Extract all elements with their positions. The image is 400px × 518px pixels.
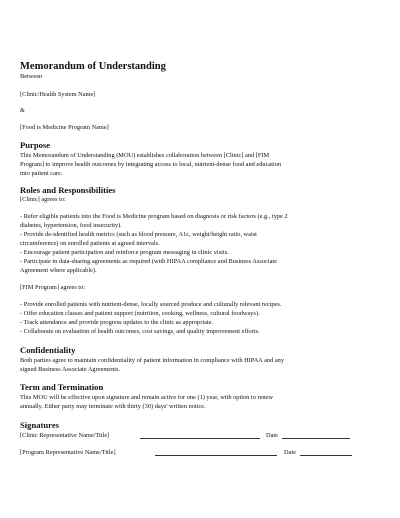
clinic-duty-line: diabetes, hypertension, food insecurity).: [20, 222, 122, 229]
fim-duty-line: - Collaborate on evaluation of health outcomes, cost savings, and quality improvement efforts.: [20, 328, 260, 335]
roles-heading: Roles and Responsibilities: [20, 185, 116, 195]
clinic-duty-line: circumference) on enrolled patients at agreed intervals.: [20, 240, 160, 247]
program-signature-line[interactable]: [155, 455, 277, 456]
party-clinic: [Clinic/Health System Name]: [20, 91, 96, 98]
clinic-duty-line: - Refer eligible patients into the Food is Medicine program based on diagnosis or risk factors (e.g., type 2: [20, 213, 288, 220]
clinic-duty-line: - Provide de-identified health metrics (such as blood pressure, A1c, weight/height ratio, waist: [20, 231, 257, 238]
confidentiality-heading: Confidentiality: [20, 345, 76, 355]
purpose-line: This Memorandum of Understanding (MOU) establishes collaboration between [Clinic] and [FIM: [20, 152, 270, 159]
party-program: [Food is Medicine Program Name]: [20, 124, 109, 131]
purpose-line: Program] to improve health outcomes by integrating access to local, nutrient-dense food and education: [20, 161, 282, 168]
confidentiality-line: Both parties agree to maintain confidentiality of patient information in compliance with HIPAA and any: [20, 357, 285, 364]
clinic-duty-line: - Participate in data-sharing agreements as required (with HIPAA compliance and Business Associate: [20, 258, 277, 265]
program-date-line[interactable]: [300, 455, 352, 456]
fim-duty-line: - Offer education classes and patient support (nutrition, cooking, wellness, cultural foodways).: [20, 310, 260, 317]
document-title: Memorandum of Understanding: [20, 61, 166, 72]
clinic-duty-line: Agreement where applicable).: [20, 267, 97, 274]
term-line: annually. Either party may terminate with thirty (30) days' written notice.: [20, 403, 206, 410]
fim-agrees-intro: [FIM Program] agrees to:: [20, 284, 86, 291]
term-line: This MOU will be effective upon signature and remain active for one (1) year, with option to renew: [20, 394, 273, 401]
purpose-heading: Purpose: [20, 140, 51, 150]
fim-duty-line: - Provide enrolled patients with nutrient-dense, locally sourced produce and culturally relevant recipes.: [20, 301, 282, 308]
purpose-line: into patient care.: [20, 170, 63, 177]
between-text: Between: [20, 73, 43, 80]
program-signature-label: [Program Representative Name/Title]: [20, 449, 116, 456]
clinic-date-label: Date: [266, 432, 278, 439]
clinic-signature-label: [Clinic Representative Name/Title]: [20, 432, 110, 439]
confidentiality-line: signed Business Associate Agreements.: [20, 366, 121, 373]
signatures-heading: Signatures: [20, 420, 59, 430]
clinic-signature-line[interactable]: [140, 438, 260, 439]
ampersand: &: [20, 107, 25, 114]
fim-duty-line: - Track attendance and provide progress updates to the clinic as appropriate.: [20, 319, 214, 326]
clinic-agrees-intro: [Clinic] agrees to:: [20, 196, 66, 203]
program-date-label: Date: [284, 449, 296, 456]
clinic-date-line[interactable]: [282, 438, 350, 439]
term-heading: Term and Termination: [20, 382, 104, 392]
clinic-duty-line: - Encourage patient participation and reinforce program messaging in clinic visits.: [20, 249, 229, 256]
